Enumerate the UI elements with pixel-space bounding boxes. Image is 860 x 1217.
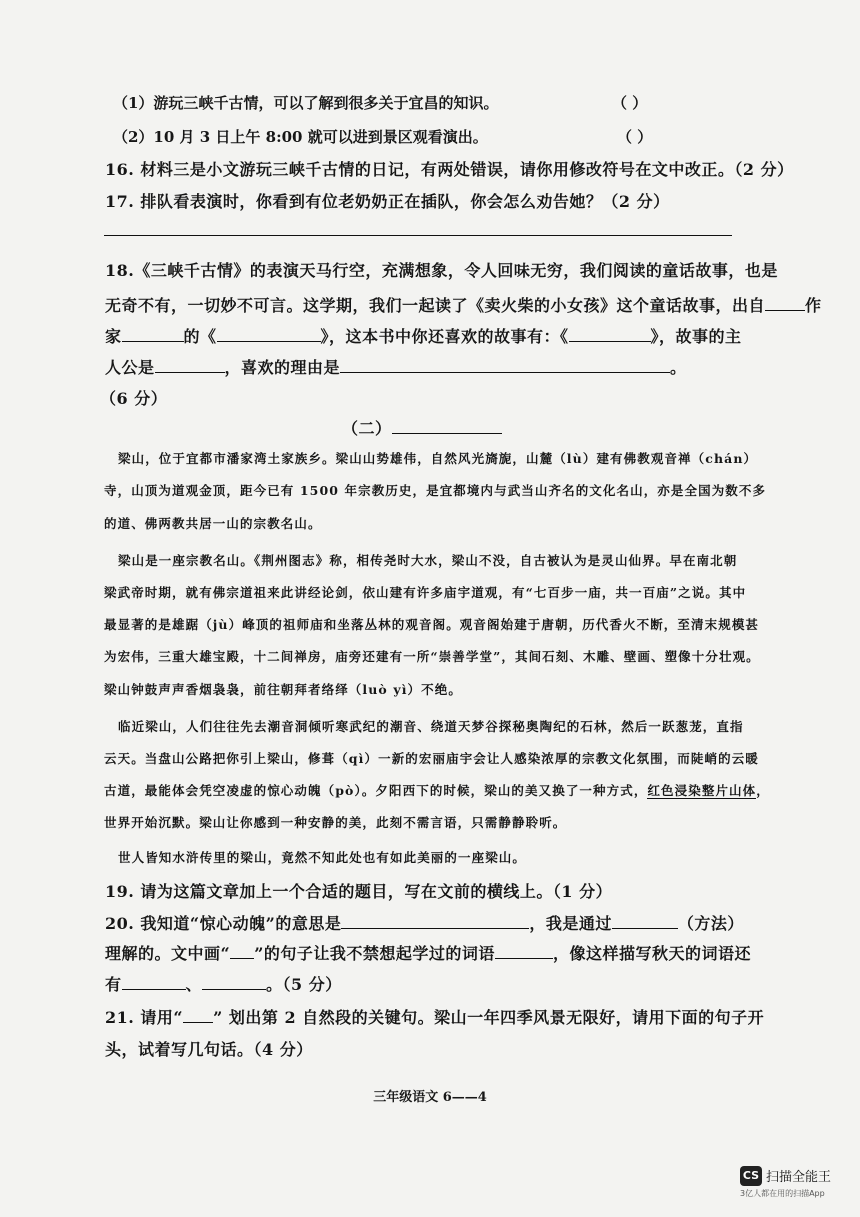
q18-text: 无奇不有，一切妙不可言。这学期，我们一起读了《卖火柴的小女孩》这个童话故事，出自	[105, 296, 766, 315]
passage-title-blank[interactable]	[392, 419, 502, 434]
question-16: 16. 材料三是小文游玩三峡千古情的日记，有两处错误，请你用修改符号在文中改正。（2 分）	[105, 160, 794, 179]
q20-text: 理解的。文中画“	[105, 944, 231, 963]
passage-p2-line-2: 梁武帝时期，就有佛宗道祖来此讲经论剑，依山建有许多庙宇道观，有“七百步一庙，共一百庙”之说。其中	[104, 585, 747, 600]
q18-book-blank[interactable]	[217, 327, 321, 342]
passage-p3-line-2: 云天。当盘山公路把你引上梁山，修葺（qì）一新的宏丽庙宇会让人感染浓厚的宗教文化氛围，而陡峭的云暖	[104, 751, 759, 766]
q20-text: ，像这样描写秋天的词语还	[552, 944, 751, 963]
q20-text: ，我是通过	[529, 914, 612, 933]
q21-text: 21. 请用“	[105, 1008, 184, 1027]
passage-p3-line-3	[104, 781, 770, 799]
q20-meaning-blank[interactable]	[341, 914, 529, 929]
question-18-line-2	[105, 293, 822, 316]
passage-p1-line-2: 寺，山顶为道观金顶，距今已有 1500 年宗教历史，是宜都境内与武当山齐名的文化名山，亦是全国为数不多	[104, 483, 767, 498]
q20-word-blank[interactable]	[495, 944, 553, 959]
q15-item-2	[113, 126, 488, 147]
question-20-line-2	[105, 941, 751, 964]
q15-item-1-paren: （ ）	[612, 94, 648, 112]
passage-p3-line-4: 世界开始沉默。梁山让你感到一种安静的美，此刻不需言语，只需静静聆听。	[104, 815, 567, 830]
passage-text: 古道，最能体会凭空凌虚的惊心动魄（pò）。夕阳西下的时候，梁山的美又换了一种方式，	[104, 783, 648, 798]
question-20-line-1	[105, 911, 744, 934]
q15-item-2-text: （2）10 月 3 日上午 8:00 就可以进到景区观看演出。	[113, 128, 488, 146]
q15-item-2-paren: （ ）	[617, 128, 653, 146]
q20-text: （方法）	[677, 914, 744, 933]
passage-p2-line-5: 梁山钟鼓声声香烟袅袅，前往朝拜者络绎（luò yì）不绝。	[104, 682, 462, 697]
q18-reason-blank[interactable]	[340, 358, 670, 373]
question-19: 19. 请为这篇文章加上一个合适的题目，写在文前的横线上。（1 分）	[105, 882, 613, 901]
passage-p4-line-1: 世人皆知水浒传里的梁山，竟然不知此处也有如此美丽的一座梁山。	[118, 850, 527, 865]
q18-protagonist-blank[interactable]	[155, 358, 225, 373]
q18-text: 家	[105, 327, 122, 346]
q18-text: 》，这本书中你还喜欢的故事有：《	[320, 327, 569, 346]
passage-p1-line-3: 的道、佛两教共居一山的宗教名山。	[104, 516, 322, 531]
q20-autumn-word-blank-2[interactable]	[202, 975, 266, 990]
page-footer: 三年级语文 6——4	[373, 1090, 487, 1105]
underlined-sentence: 红色浸染整片山体	[647, 783, 757, 798]
q18-text: ，喜欢的理由是	[224, 358, 341, 377]
q15-item-1-text: （1）游玩三峡千古情，可以了解到很多关于宜昌的知识。	[113, 94, 499, 112]
passage-p2-line-1: 梁山是一座宗教名山。《荆州图志》称，相传尧时大水，梁山不没，自古被认为是灵山仙界。早在南北朝	[118, 553, 738, 568]
q18-country-blank[interactable]	[122, 327, 184, 342]
q20-line-symbol	[230, 944, 254, 959]
watermark-app-name: 扫描全能王	[766, 1170, 832, 1185]
question-20-line-3	[105, 972, 342, 995]
passage-text: ，	[756, 783, 770, 798]
watermark-tagline: 3亿人都在用的扫描App	[740, 1188, 825, 1198]
passage-p1-line-1: 梁山，位于宜都市潘家湾土家族乡。梁山山势雄伟，自然风光旖旎，山麓（lù）建有佛教观音禅（chán）	[118, 451, 758, 466]
q20-text: 有	[105, 975, 122, 994]
q20-autumn-word-blank-1[interactable]	[122, 975, 186, 990]
q18-author-blank[interactable]	[765, 296, 805, 311]
q20-text: 。（5 分）	[266, 975, 342, 994]
question-21-line-2: 头，试着写几句话。（4 分）	[105, 1040, 313, 1059]
question-21-line-1	[105, 1005, 764, 1028]
q18-text: 人公是	[105, 358, 155, 377]
q18-text: 。	[670, 358, 687, 377]
q20-method-blank[interactable]	[612, 914, 678, 929]
q18-text: 作	[805, 296, 822, 315]
q18-score: （6 分）	[100, 389, 168, 408]
q20-text: 、	[185, 975, 203, 994]
question-18-line-1: 18.《三峡千古情》的表演天马行空，充满想象，令人回味无穷，我们阅读的童话故事，也是	[105, 261, 778, 280]
q18-text: 》，故事的主	[650, 327, 742, 346]
passage-p2-line-3: 最显著的是雄踞（jù）峰顶的祖师庙和坐落丛林的观音阁。观音阁始建于唐朝，历代香火不断，至清末规模甚	[104, 617, 760, 632]
q21-text: ” 划出第 2 自然段的关键句。梁山一年四季风景无限好，请用下面的句子开	[213, 1008, 765, 1027]
section-title	[342, 416, 502, 439]
q15-item-1	[113, 92, 498, 113]
q21-line-symbol	[183, 1008, 213, 1023]
q18-text: 的《	[183, 327, 217, 346]
question-17: 17. 排队看表演时，你看到有位老奶奶正在插队，你会怎么劝告她？（2 分）	[105, 192, 670, 211]
q17-answer-line[interactable]	[104, 235, 732, 236]
q20-text: 20. 我知道“惊心动魄”的意思是	[105, 914, 342, 933]
question-18-line-4	[105, 355, 687, 378]
section-number: （二）	[342, 419, 392, 438]
scanner-watermark	[740, 1165, 855, 1199]
question-18-line-3	[105, 324, 742, 347]
passage-p3-line-1: 临近梁山，人们往往先去潮音洞倾听寒武纪的潮音、绕道天梦谷探秘奥陶纪的石林，然后一跃葱茏，直指	[118, 719, 744, 734]
q18-story-blank[interactable]	[569, 327, 651, 342]
camscanner-logo-icon: CS	[740, 1166, 762, 1186]
q20-text: ”的句子让我不禁想起学过的词语	[254, 944, 495, 963]
passage-p2-line-4: 为宏伟，三重大雄宝殿，十二间禅房，庙旁还建有一所“崇善学堂”，其间石刻、木雕、壁画、塑像十分壮观。	[104, 649, 760, 664]
